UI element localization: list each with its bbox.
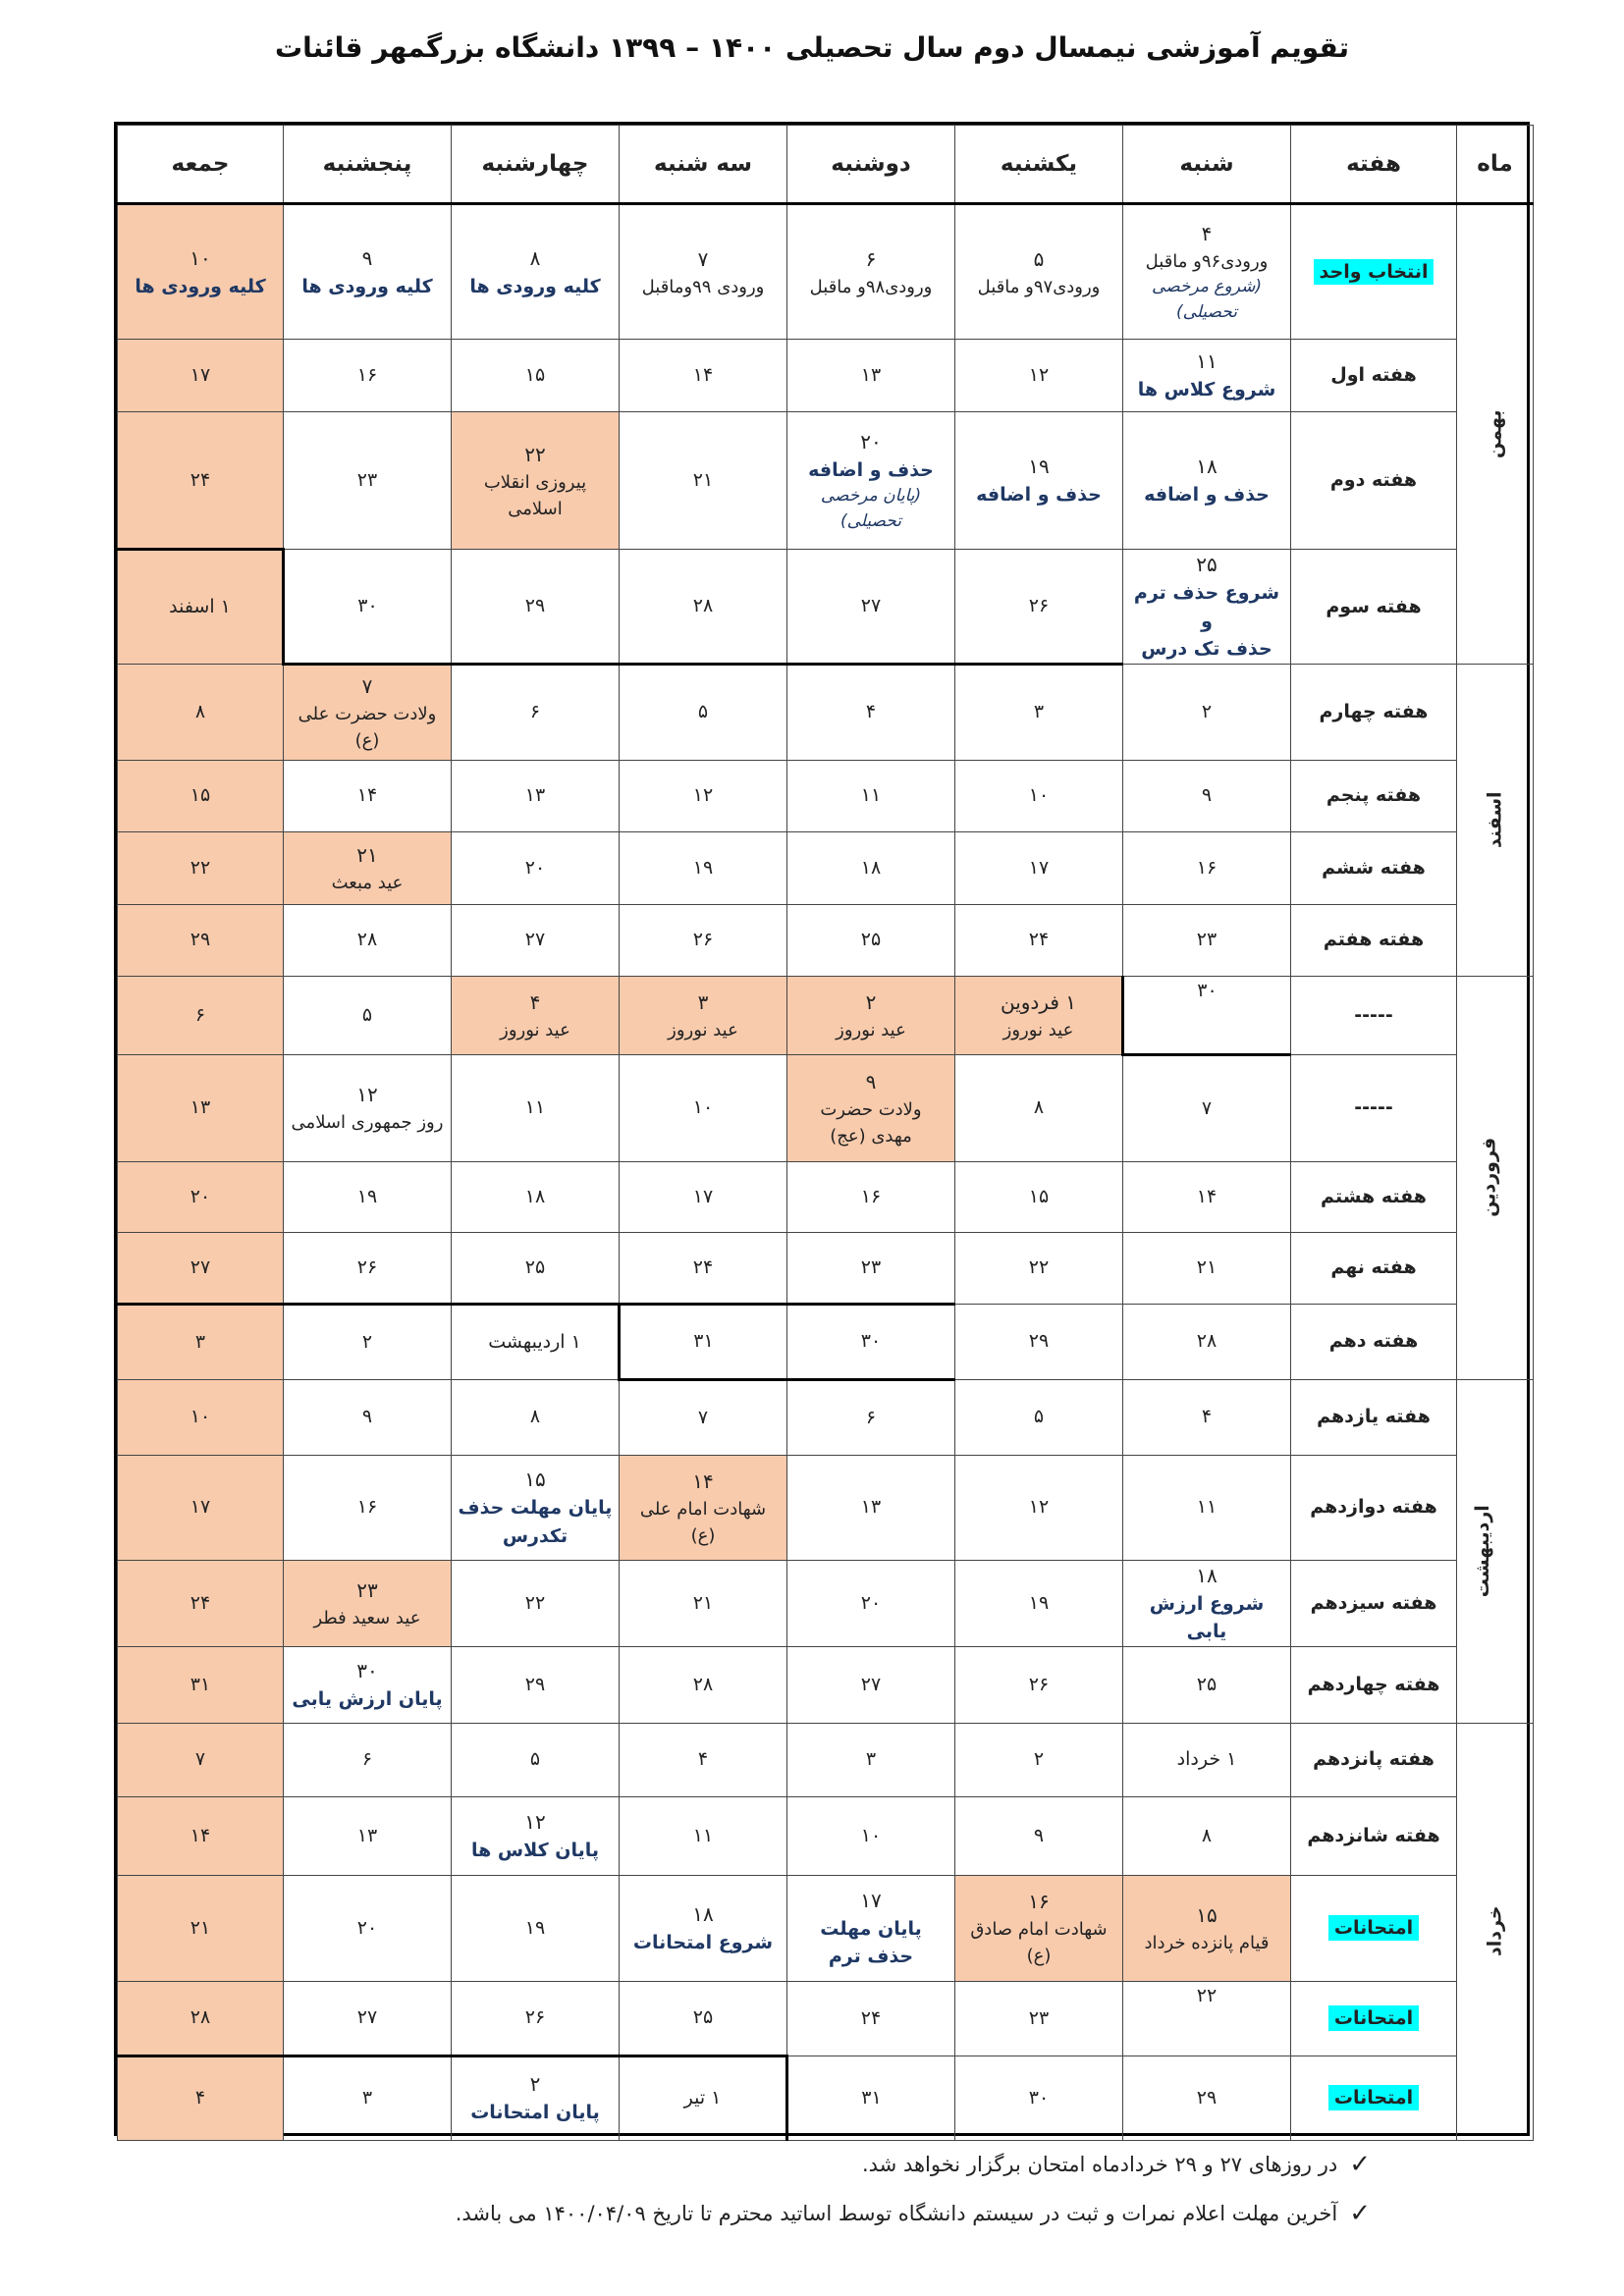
holiday-cell: ۲ عید نوروز xyxy=(787,976,955,1054)
day-cell: ۳ xyxy=(787,1723,955,1796)
header-tuesday: سه شنبه xyxy=(620,126,787,204)
day-cell: ۲۷ xyxy=(452,904,620,976)
day-cell: ۷ xyxy=(620,1379,787,1455)
day-cell: ۹ کلیه ورودی ها xyxy=(284,204,452,340)
week-label: هفته دوازدهم xyxy=(1291,1455,1457,1560)
day-cell: ۲۱ xyxy=(620,412,787,550)
table-row xyxy=(118,664,1534,760)
table-row xyxy=(118,1646,1534,1723)
day-cell: ۲۵ xyxy=(787,904,955,976)
day-cell: ۱۸ شروع امتحانات xyxy=(620,1875,787,1981)
day-cell: ۳۰ xyxy=(787,1304,955,1379)
day-cell: ۱۹ xyxy=(620,831,787,904)
day-cell: ۱۲ xyxy=(955,1455,1123,1560)
day-cell: ۲۷ xyxy=(787,550,955,665)
day-cell: ۱۹ حذف و اضافه xyxy=(955,412,1123,550)
day-cell: ۵ xyxy=(284,976,452,1054)
week-label: هفته شانزدهم xyxy=(1291,1796,1457,1875)
day-cell: ۱۹ xyxy=(955,1560,1123,1646)
day-cell: ۱۱ xyxy=(787,760,955,831)
week-label: امتحانات xyxy=(1291,2056,1457,2140)
day-cell: ۲۳ xyxy=(955,1981,1123,2056)
day-cell: ۲۰ حذف و اضافه (پایان مرخصی تحصیلی) xyxy=(787,412,955,550)
day-cell-friday: ۱۷ xyxy=(118,340,284,412)
day-cell: ۲۰ xyxy=(452,831,620,904)
table-row xyxy=(118,1723,1534,1796)
day-cell: ۳ xyxy=(955,664,1123,760)
day-cell: ۱۹ xyxy=(452,1875,620,1981)
day-cell: ۱۲ xyxy=(955,340,1123,412)
table-row xyxy=(118,1455,1534,1560)
table-row xyxy=(118,1304,1534,1379)
day-cell-friday: ۲۴ xyxy=(118,412,284,550)
day-cell: ۲۶ xyxy=(284,1232,452,1304)
check-icon: ✓ xyxy=(1349,2198,1371,2228)
day-cell: ۱۱ xyxy=(1123,1455,1291,1560)
day-cell: ۲۵ xyxy=(620,1981,787,2056)
header-sunday: یکشنبه xyxy=(955,126,1123,204)
day-cell: ۱۶ xyxy=(787,1161,955,1232)
day-cell: ۲ پایان امتحانات xyxy=(452,2056,620,2140)
day-cell: ۲۹ xyxy=(452,1646,620,1723)
day-cell-friday: ۴ xyxy=(118,2056,284,2140)
holiday-cell: ۴ عید نوروز xyxy=(452,976,620,1054)
header-saturday: شنبه xyxy=(1123,126,1291,204)
day-cell: ۱۱ xyxy=(452,1054,620,1161)
check-icon: ✓ xyxy=(1349,2150,1371,2179)
day-cell: ۴ xyxy=(787,664,955,760)
day-cell: ۳۱ xyxy=(620,1304,787,1379)
table-row xyxy=(118,340,1534,412)
day-cell: ۱۳ xyxy=(284,1796,452,1875)
day-cell: ۱۰ xyxy=(787,1796,955,1875)
note-item xyxy=(114,2194,1371,2235)
day-cell: ۹ xyxy=(955,1796,1123,1875)
day-cell: ۲۱ xyxy=(1123,1232,1291,1304)
day-cell: ۱۴ xyxy=(284,760,452,831)
week-label: انتخاب واحد xyxy=(1291,204,1457,340)
week-label: هفته پانزدهم xyxy=(1291,1723,1457,1796)
day-cell: ۲۲ xyxy=(452,1560,620,1646)
day-cell: ۲۴ xyxy=(955,904,1123,976)
week-label: امتحانات xyxy=(1291,1875,1457,1981)
day-cell-friday: ۱۰ کلیه ورودی ها xyxy=(118,204,284,340)
calendar-table xyxy=(117,125,1534,2141)
day-cell: ۲ xyxy=(284,1304,452,1379)
day-cell-friday: ۳۱ xyxy=(118,1646,284,1723)
day-cell: ۱۰ xyxy=(620,1054,787,1161)
week-label: هفته سیزدهم xyxy=(1291,1560,1457,1646)
page-title: تقویم آموزشی نیمسال دوم سال تحصیلی ۱۴۰۰ – ۱۳۹۹ دانشگاه بزرگمهر قائنات xyxy=(275,31,1349,64)
day-cell: ۲ xyxy=(1123,664,1291,760)
day-cell: ۲۱ xyxy=(620,1560,787,1646)
day-cell-friday: ۲۹ xyxy=(118,904,284,976)
day-cell: ۲۶ xyxy=(620,904,787,976)
week-label: ----- xyxy=(1291,976,1457,1054)
day-cell: ۲۵ شروع حذف ترم و حذف تک درس xyxy=(1123,550,1291,665)
day-cell: ۲۸ xyxy=(620,1646,787,1723)
day-cell: ۳۰ xyxy=(955,2056,1123,2140)
day-cell: ۶ ورودی۹۸و ماقبل xyxy=(787,204,955,340)
day-cell: ۲۰ xyxy=(284,1875,452,1981)
day-cell: ۱۲ پایان کلاس ها xyxy=(452,1796,620,1875)
table-row xyxy=(118,1054,1534,1161)
day-cell: ۱۸ xyxy=(787,831,955,904)
holiday-cell: ۹ ولادت حضرت مهدی (عج) xyxy=(787,1054,955,1161)
holiday-cell: ۱۵ قیام پانزده خرداد xyxy=(1123,1875,1291,1981)
day-cell: ۲۶ xyxy=(955,550,1123,665)
note-item xyxy=(114,2145,1371,2186)
day-cell: ۱ اردیبهشت xyxy=(452,1304,620,1379)
day-cell: ۱۱ شروع کلاس ها xyxy=(1123,340,1291,412)
day-cell: ۱۶ xyxy=(284,1455,452,1560)
header-monday: دوشنبه xyxy=(787,126,955,204)
holiday-cell: ۱۶ شهادت امام صادق (ع) xyxy=(955,1875,1123,1981)
day-cell: ۵ xyxy=(452,1723,620,1796)
month-farvardin: فروردین xyxy=(1457,976,1534,1379)
day-cell: ۳۰ xyxy=(1123,976,1291,1054)
table-row xyxy=(118,904,1534,976)
day-cell-friday: ۳ xyxy=(118,1304,284,1379)
day-cell: ۹ xyxy=(1123,760,1291,831)
day-cell: ۲۵ xyxy=(1123,1646,1291,1723)
day-cell: ۷ xyxy=(1123,1054,1291,1161)
day-cell: ۲۶ xyxy=(955,1646,1123,1723)
day-cell: ۵ xyxy=(955,1379,1123,1455)
header-month: ماه xyxy=(1457,126,1534,204)
day-cell: ۸ xyxy=(955,1054,1123,1161)
day-cell: ۲۰ xyxy=(787,1560,955,1646)
table-row xyxy=(118,976,1534,1054)
day-cell: ۳۱ xyxy=(787,2056,955,2140)
day-cell: ۲۹ xyxy=(1123,2056,1291,2140)
table-row xyxy=(118,1161,1534,1232)
day-cell: ۲۹ xyxy=(955,1304,1123,1379)
note-text: در روزهای ۲۷ و ۲۹ خردادماه امتحان برگزار نخواهد شد. xyxy=(861,2153,1338,2176)
week-label: امتحانات xyxy=(1291,1981,1457,2056)
day-cell-friday: ۲۱ xyxy=(118,1875,284,1981)
day-cell: ۱۴ xyxy=(1123,1161,1291,1232)
day-cell: ۱۶ xyxy=(1123,831,1291,904)
week-label: هفته دوم xyxy=(1291,412,1457,550)
day-cell: ۸ xyxy=(1123,1796,1291,1875)
holiday-cell: ۲۱ عید مبعث xyxy=(284,831,452,904)
table-row xyxy=(118,1981,1534,2056)
day-cell: ۸ کلیه ورودی ها xyxy=(452,204,620,340)
day-cell: ۲۲ xyxy=(1123,1981,1291,2056)
day-cell: ۲۳ xyxy=(1123,904,1291,976)
table-row xyxy=(118,1875,1534,1981)
day-cell: ۲۵ xyxy=(452,1232,620,1304)
week-label: هفته پنجم xyxy=(1291,760,1457,831)
day-cell: ۷ ورودی ۹۹وماقبل xyxy=(620,204,787,340)
day-cell: ۱۸ شروع ارزش یابی xyxy=(1123,1560,1291,1646)
holiday-cell: ۳ عید نوروز xyxy=(620,976,787,1054)
day-cell-friday: ۷ xyxy=(118,1723,284,1796)
header-friday: جمعه xyxy=(118,126,284,204)
holiday-cell: ۱۴ شهادت امام علی (ع) xyxy=(620,1455,787,1560)
day-cell-friday: ۲۰ xyxy=(118,1161,284,1232)
table-row xyxy=(118,1560,1534,1646)
week-label: ----- xyxy=(1291,1054,1457,1161)
table-row xyxy=(118,550,1534,665)
week-label: هفته چهاردهم xyxy=(1291,1646,1457,1723)
day-cell: ۱۷ پایان مهلت حذف ترم xyxy=(787,1875,955,1981)
day-cell-friday: ۸ xyxy=(118,664,284,760)
day-cell: ۱۳ xyxy=(787,1455,955,1560)
month-ordibehesht: اردیبهشت xyxy=(1457,1379,1534,1723)
day-cell: ۱۸ حذف و اضافه xyxy=(1123,412,1291,550)
day-cell: ۱۹ xyxy=(284,1161,452,1232)
week-label: هفته چهارم xyxy=(1291,664,1457,760)
day-cell: ۱۳ xyxy=(452,760,620,831)
table-row xyxy=(118,1379,1534,1455)
day-cell: ۱۲ روز جمهوری اسلامی xyxy=(284,1054,452,1161)
day-cell: ۱۵ xyxy=(955,1161,1123,1232)
day-cell-friday: ۱۳ xyxy=(118,1054,284,1161)
day-cell-friday: ۲۲ xyxy=(118,831,284,904)
month-bahman: بهمن xyxy=(1457,204,1534,665)
day-cell: ۱۱ xyxy=(620,1796,787,1875)
header-row xyxy=(118,126,1534,204)
day-cell-friday: ۱ اسفند xyxy=(118,550,284,665)
day-cell: ۱۴ xyxy=(620,340,787,412)
day-cell: ۵ ورودی۹۷و ماقبل xyxy=(955,204,1123,340)
day-cell-friday: ۱۰ xyxy=(118,1379,284,1455)
day-cell: ۴ xyxy=(1123,1379,1291,1455)
day-cell: ۲۳ xyxy=(284,412,452,550)
calendar-table-frame xyxy=(114,122,1530,2136)
day-cell-friday: ۱۴ xyxy=(118,1796,284,1875)
day-cell: ۱۷ xyxy=(955,831,1123,904)
week-label: هفته ششم xyxy=(1291,831,1457,904)
holiday-cell: ۲۲ پیروزی انقلاب اسلامی xyxy=(452,412,620,550)
week-label: هفته هفتم xyxy=(1291,904,1457,976)
day-cell-friday: ۱۵ xyxy=(118,760,284,831)
day-cell: ۳۰ xyxy=(284,550,452,665)
day-cell: ۱ خرداد xyxy=(1123,1723,1291,1796)
day-cell: ۲۴ xyxy=(620,1232,787,1304)
day-cell: ۱ تیر xyxy=(620,2056,787,2140)
table-row xyxy=(118,1796,1534,1875)
day-cell: ۸ xyxy=(452,1379,620,1455)
day-cell: ۱۳ xyxy=(787,340,955,412)
table-row xyxy=(118,831,1534,904)
day-cell: ۲۲ xyxy=(955,1232,1123,1304)
day-cell: ۲۶ xyxy=(452,1981,620,2056)
day-cell: ۱۸ xyxy=(452,1161,620,1232)
day-cell: ۲۷ xyxy=(284,1981,452,2056)
week-label: هفته یازدهم xyxy=(1291,1379,1457,1455)
day-cell: ۱۷ xyxy=(620,1161,787,1232)
day-cell: ۲۸ xyxy=(620,550,787,665)
day-cell: ۳۰ پایان ارزش یابی xyxy=(284,1646,452,1723)
day-cell: ۱۶ xyxy=(284,340,452,412)
week-label: هفته دهم xyxy=(1291,1304,1457,1379)
month-khordad: خرداد xyxy=(1457,1723,1534,2140)
day-cell-friday: ۲۷ xyxy=(118,1232,284,1304)
day-cell: ۲۷ xyxy=(787,1646,955,1723)
day-cell-friday: ۲۸ xyxy=(118,1981,284,2056)
day-cell: ۴ xyxy=(620,1723,787,1796)
day-cell: ۲۹ xyxy=(452,550,620,665)
day-cell: ۴ ورودی۹۶و ماقبل (شروع مرخصی تحصیلی) xyxy=(1123,204,1291,340)
day-cell: ۱۰ xyxy=(955,760,1123,831)
day-cell: ۹ xyxy=(284,1379,452,1455)
month-esfand: اسفند xyxy=(1457,664,1534,976)
week-label: هفته هشتم xyxy=(1291,1161,1457,1232)
day-cell: ۲۸ xyxy=(1123,1304,1291,1379)
table-row xyxy=(118,1232,1534,1304)
day-cell: ۲ xyxy=(955,1723,1123,1796)
header-week: هفته xyxy=(1291,126,1457,204)
day-cell: ۲۳ xyxy=(787,1232,955,1304)
note-text: آخرین مهلت اعلام نمرات و ثبت در سیستم دانشگاه توسط اساتید محترم تا تاریخ ۱۴۰۰/۰۴/۰۹ می باشد. xyxy=(455,2201,1338,2225)
holiday-cell: ۱ فردوین عید نوروز xyxy=(955,976,1123,1054)
table-row xyxy=(118,760,1534,831)
table-row xyxy=(118,204,1534,340)
day-cell-friday: ۶ xyxy=(118,976,284,1054)
day-cell-friday: ۱۷ xyxy=(118,1455,284,1560)
day-cell: ۱۲ xyxy=(620,760,787,831)
day-cell: ۲۴ xyxy=(787,1981,955,2056)
day-cell: ۱۵ xyxy=(452,340,620,412)
table-row xyxy=(118,412,1534,550)
header-thursday: پنجشنبه xyxy=(284,126,452,204)
header-wednesday: چهارشنبه xyxy=(452,126,620,204)
holiday-cell: ۷ ولادت حضرت علی (ع) xyxy=(284,664,452,760)
day-cell: ۲۸ xyxy=(284,904,452,976)
week-label: هفته سوم xyxy=(1291,550,1457,665)
day-cell: ۶ xyxy=(787,1379,955,1455)
day-cell: ۳ xyxy=(284,2056,452,2140)
notes xyxy=(114,2145,1371,2242)
week-label: هفته نهم xyxy=(1291,1232,1457,1304)
day-cell: ۵ xyxy=(620,664,787,760)
week-label: هفته اول xyxy=(1291,340,1457,412)
day-cell: ۶ xyxy=(452,664,620,760)
holiday-cell: ۲۳ عید سعید فطر xyxy=(284,1560,452,1646)
day-cell: ۶ xyxy=(284,1723,452,1796)
day-cell: ۱۵ پایان مهلت حذف تکدرس xyxy=(452,1455,620,1560)
table-row xyxy=(118,2056,1534,2140)
day-cell-friday: ۲۴ xyxy=(118,1560,284,1646)
